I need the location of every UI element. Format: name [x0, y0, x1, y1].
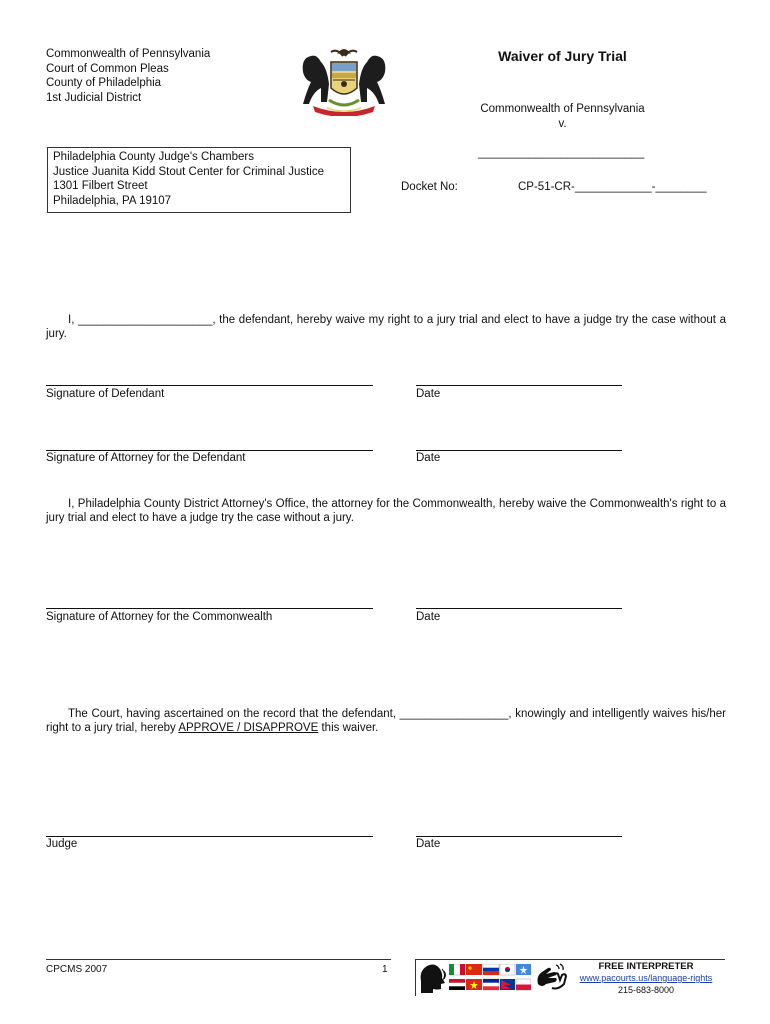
interpreter-link[interactable]: www.pacourts.us/language-rights: [579, 973, 713, 983]
defendant-signature-line[interactable]: [46, 385, 373, 386]
commonwealth-date-label: Date: [416, 611, 441, 623]
judge-date-line[interactable]: [416, 836, 622, 837]
court-approval-text-end: this waiver.: [318, 722, 379, 734]
defendant-name-field[interactable]: __________________________: [478, 147, 645, 159]
commonwealth-attorney-signature-label: Signature of Attorney for the Commonwealth: [46, 611, 273, 623]
defendant-date-label: Date: [416, 388, 441, 400]
docket-label: Docket No:: [401, 181, 458, 193]
sign-language-icon: [534, 962, 568, 992]
commonwealth-waiver-paragraph: [46, 497, 726, 525]
court-line: Court of Common Pleas: [46, 62, 169, 75]
page-number: 1: [382, 964, 388, 975]
judge-signature-line[interactable]: [46, 836, 373, 837]
defense-attorney-signature-line[interactable]: [46, 450, 373, 451]
judge-signature-label: Judge: [46, 838, 78, 850]
caption-versus: v.: [558, 117, 567, 130]
commonwealth-waiver-text: I, Philadelphia County District Attorney's Office, the attorney for the Commonwealth, hereby waive the Commonwealth's right to a jury trial and elect to have a judge try the case without a jury.: [46, 498, 726, 524]
commonwealth-attorney-signature-line[interactable]: [46, 608, 373, 609]
speaking-head-icon: [417, 961, 447, 995]
defendant-signature-label: Signature of Defendant: [46, 388, 165, 400]
docket-number-field[interactable]: CP-51-CR-____________-________: [518, 181, 707, 193]
form-id: CPCMS 2007: [46, 964, 108, 975]
commonwealth-date-line[interactable]: [416, 608, 622, 609]
defendant-date-line[interactable]: [416, 385, 622, 386]
document-title: Waiver of Jury Trial: [498, 48, 627, 64]
address-line: Philadelphia, PA 19107: [53, 194, 172, 207]
footer-divider: [416, 959, 725, 960]
defense-attorney-date-label: Date: [416, 452, 441, 464]
address-line: 1301 Filbert Street: [53, 180, 148, 192]
case-caption: [470, 102, 655, 131]
address-box: [47, 147, 351, 213]
state-seal-icon: [293, 44, 395, 116]
interpreter-phone: 215-683-8000: [617, 985, 675, 995]
footer-divider: [46, 959, 391, 960]
defense-attorney-signature-label: Signature of Attorney for the Defendant: [46, 452, 246, 464]
court-header: [46, 47, 210, 105]
court-line: County of Philadelphia: [46, 77, 162, 89]
address-line: Justice Juanita Kidd Stout Center for Criminal Justice: [53, 165, 325, 178]
court-approval-paragraph: [46, 707, 726, 735]
court-line: 1st Judicial District: [46, 91, 142, 104]
court-approval-text: The Court, having ascertained on the record that the defendant, _________________, knowingly and intelligently waives his/her right to a jury trial, hereby: [46, 708, 726, 734]
defense-attorney-date-line[interactable]: [416, 450, 622, 451]
language-flags-icon: [449, 964, 531, 992]
footer-divider: [415, 959, 416, 996]
defendant-waiver-paragraph: [46, 313, 726, 341]
approve-disapprove-choice[interactable]: APPROVE / DISAPPROVE: [178, 722, 319, 734]
defendant-waiver-text: I, _____________________, the defendant, hereby waive my right to a jury trial and elect to have a judge try the case without a jury.: [46, 314, 726, 340]
caption-plaintiff: Commonwealth of Pennsylvania: [480, 103, 645, 115]
address-line: Philadelphia County Judge's Chambers: [53, 151, 255, 163]
interpreter-title: FREE INTERPRETER: [598, 961, 694, 972]
court-line: Commonwealth of Pennsylvania: [46, 48, 211, 60]
judge-date-label: Date: [416, 838, 441, 850]
